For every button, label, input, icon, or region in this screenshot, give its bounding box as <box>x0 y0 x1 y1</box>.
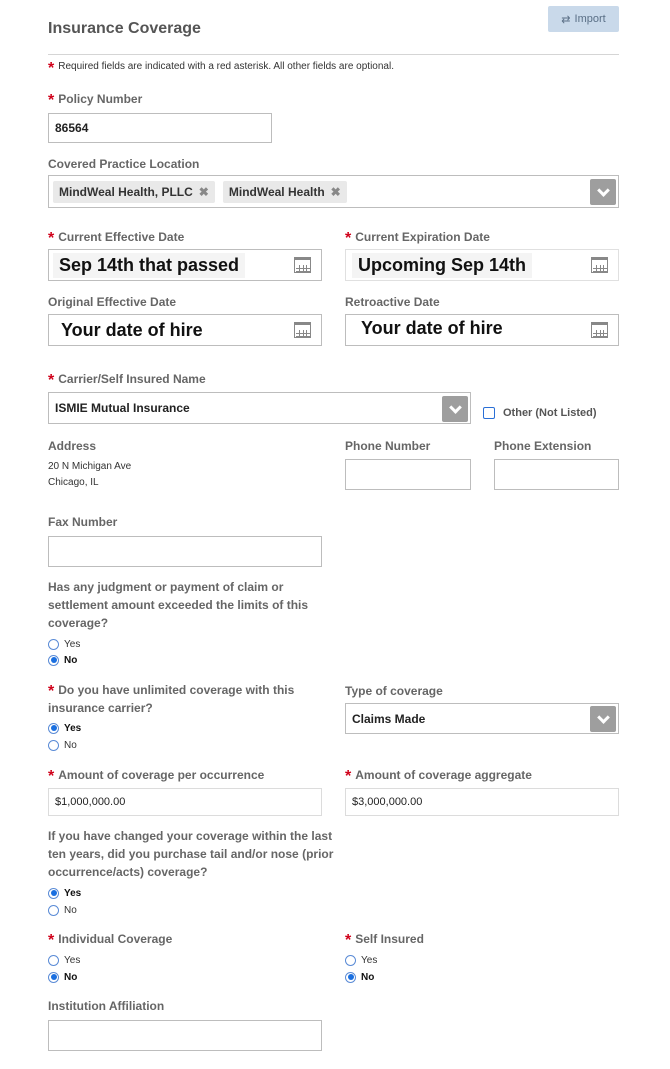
aggregate-input[interactable]: $3,000,000.00 <box>345 788 619 816</box>
radio-selected-icon[interactable] <box>48 972 59 983</box>
aggregate-label: * Amount of coverage aggregate <box>345 768 532 785</box>
retroactive-input[interactable]: Your date of hire <box>345 314 619 346</box>
required-note: * Required fields are indicated with a red asterisk. All other fields are optional. <box>48 59 394 77</box>
self-insured-label: * Self Insured <box>345 932 424 949</box>
required-asterisk: * <box>48 59 55 77</box>
individual-no-radio[interactable]: No <box>48 969 77 985</box>
retroactive-label: Retroactive Date <box>345 295 440 309</box>
per-occurrence-input[interactable]: $1,000,000.00 <box>48 788 322 816</box>
original-effective-label: Original Effective Date <box>48 295 177 309</box>
checkbox-icon[interactable] <box>483 407 495 419</box>
page-title: Insurance Coverage <box>48 20 201 37</box>
type-of-coverage-label: Type of coverage <box>345 684 443 698</box>
unlimited-no-radio[interactable]: No <box>48 737 77 753</box>
radio-selected-icon[interactable] <box>345 972 356 983</box>
practice-tag[interactable]: MindWeal Health ✖ <box>223 181 347 203</box>
radio-icon[interactable] <box>345 955 356 966</box>
calendar-icon[interactable] <box>294 257 311 273</box>
per-occurrence-label: * Amount of coverage per occurrence <box>48 768 265 785</box>
radio-icon[interactable] <box>48 639 59 650</box>
chevron-down-icon[interactable] <box>590 179 616 205</box>
calendar-icon[interactable] <box>591 322 608 338</box>
individual-yes-radio[interactable]: Yes <box>48 952 80 968</box>
swap-arrows-icon: ⇄ <box>561 13 571 26</box>
phone-extension-label: Phone Extension <box>494 439 592 453</box>
radio-icon[interactable] <box>48 740 59 751</box>
policy-number-input[interactable]: 86564 <box>48 113 272 143</box>
address-value: 20 N Michigan Ave Chicago, IL <box>48 461 132 488</box>
institution-label: Institution Affiliation <box>48 999 165 1013</box>
address-label: Address <box>48 439 97 453</box>
tail-nose-yes-radio[interactable]: Yes <box>48 885 81 901</box>
carrier-label: * Carrier/Self Insured Name <box>48 372 206 389</box>
radio-selected-icon[interactable] <box>48 888 59 899</box>
self-insured-yes-radio[interactable]: Yes <box>345 952 377 968</box>
original-effective-input[interactable]: Your date of hire <box>48 314 322 346</box>
radio-selected-icon[interactable] <box>48 655 59 666</box>
tail-nose-no-radio[interactable]: No <box>48 902 77 918</box>
current-expiration-label: * Current Expiration Date <box>345 230 490 247</box>
policy-number-label: * Policy Number <box>48 92 143 109</box>
judgment-yes-radio[interactable]: Yes <box>48 636 80 652</box>
radio-icon[interactable] <box>48 905 59 916</box>
radio-icon[interactable] <box>48 955 59 966</box>
covered-practice-label: Covered Practice Location <box>48 157 200 171</box>
tail-nose-question: If you have changed your coverage within the last ten years, did you purchase tail and/or nose (prior occurrence/acts) coverage? <box>48 829 334 879</box>
radio-selected-icon[interactable] <box>48 723 59 734</box>
type-of-coverage-select[interactable]: Claims Made <box>345 703 619 734</box>
unlimited-yes-radio[interactable]: Yes <box>48 720 81 736</box>
covered-practice-select[interactable] <box>48 175 619 208</box>
import-button[interactable] <box>548 6 619 32</box>
individual-coverage-label: * Individual Coverage <box>48 932 173 949</box>
unlimited-coverage-question: * Do you have unlimited coverage with this insurance carrier? <box>48 683 295 715</box>
phone-extension-input[interactable] <box>494 459 619 490</box>
current-expiration-input[interactable]: Upcoming Sep 14th <box>345 249 619 281</box>
chevron-down-icon[interactable] <box>442 396 468 422</box>
institution-input[interactable] <box>48 1020 322 1051</box>
judgment-question: Has any judgment or payment of claim or settlement amount exceeded the limits of this coverage? <box>48 580 309 630</box>
fax-number-label: Fax Number <box>48 515 118 529</box>
judgment-no-radio[interactable]: No <box>48 652 77 668</box>
calendar-icon[interactable] <box>591 257 608 273</box>
practice-tag[interactable]: MindWeal Health, PLLC ✖ <box>53 181 215 203</box>
remove-icon[interactable]: ✖ <box>330 184 341 199</box>
phone-number-label: Phone Number <box>345 439 431 453</box>
calendar-icon[interactable] <box>294 322 311 338</box>
other-not-listed-checkbox[interactable]: Other (Not Listed) <box>483 407 597 419</box>
fax-number-input[interactable] <box>48 536 322 567</box>
phone-number-input[interactable] <box>345 459 471 490</box>
carrier-select[interactable]: ISMIE Mutual Insurance <box>48 392 471 424</box>
remove-icon[interactable]: ✖ <box>198 184 209 199</box>
self-insured-no-radio[interactable]: No <box>345 969 374 985</box>
header-divider <box>48 54 619 55</box>
import-label: Import <box>574 13 606 25</box>
chevron-down-icon[interactable] <box>590 706 616 732</box>
current-effective-label: * Current Effective Date <box>48 230 185 247</box>
current-effective-input[interactable]: Sep 14th that passed <box>48 249 322 281</box>
